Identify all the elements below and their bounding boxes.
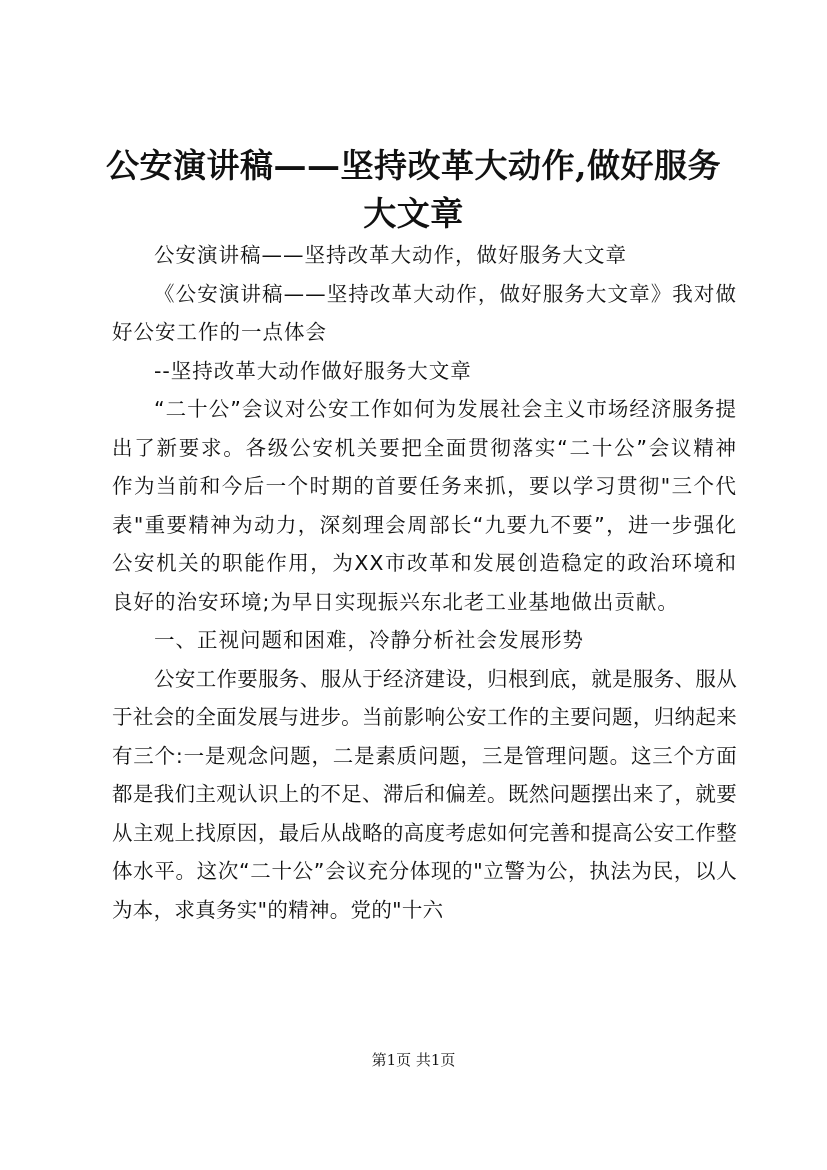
document-body — [112, 236, 737, 929]
section-heading-1: 一、正视问题和困难，冷静分析社会发展形势 — [154, 628, 584, 652]
paragraph-subtitle: 公安演讲稿——坚持改革大动作，做好服务大文章 — [154, 243, 627, 267]
document-title: 公安演讲稿——坚持改革大动作,做好服务大文章 — [106, 146, 721, 233]
page-number-footer: 第1页 共1页 — [371, 1051, 456, 1069]
paragraph-meeting-requirements: “二十公”会议对公安工作如何为发展社会主义市场经济服务提出了新要求。各级公安机关要把全面贯彻落实“二十公”会议精神作为当前和今后一个时期的首要任务来抓，要以学习贯彻"三个代表"重要精神为动力，深刻理会周部长“九要九不要”，进一步强化公安机关的职能作用，为XX市改革和发展创造稳定的政治环境和良好的治安环境;为早日实现振兴东北老工业基地做出贡献。 — [112, 397, 737, 614]
paragraph-section-1-body: 公安工作要服务、服从于经济建设，归根到底，就是服务、服从于社会的全面发展与进步。当前影响公安工作的主要问题，归纳起来有三个:一是观念问题，二是素质问题，三是管理问题。这三个方面都是我们主观认识上的不足、滞后和偏差。既然问题摆出来了，就要从主观上找原因，最后从战略的高度考虑如何完善和提高公安工作整体水平。这次“二十公”会议充分体现的"立警为公，执法为民，以人为本，求真务实"的精神。党的"十六 — [112, 666, 737, 922]
paragraph-theme: --坚持改革大动作做好服务大文章 — [154, 358, 472, 383]
paragraph-intro: 《公安演讲稿——坚持改革大动作，做好服务大文章》我对做好公安工作的一点体会 — [112, 281, 737, 344]
